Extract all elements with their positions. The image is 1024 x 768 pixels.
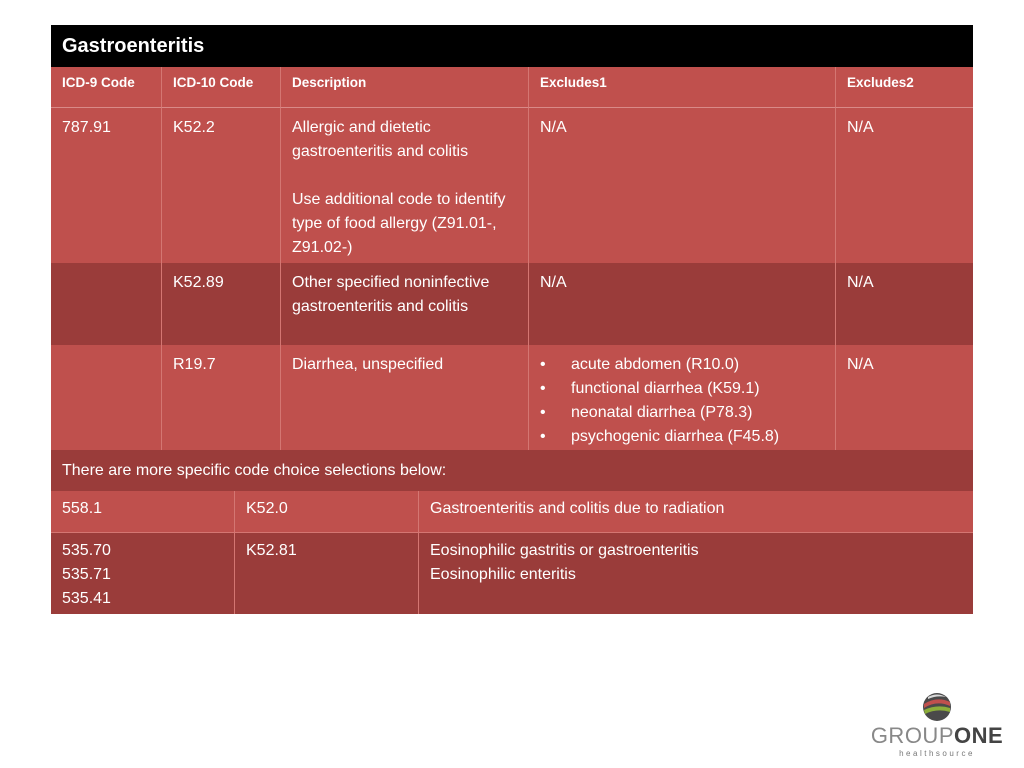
header-icd10: ICD-10 Code: [162, 67, 281, 108]
cell-icd10: K52.89: [162, 263, 281, 345]
note-text: There are more specific code choice selections below:: [62, 461, 447, 479]
cell-icd10: K52.81: [235, 533, 419, 614]
code-table: [51, 67, 973, 450]
cell-description: [281, 345, 529, 450]
cell-icd9: [51, 345, 162, 450]
description-line: Use additional code to identify type of food allergy (Z91.01-, Z91.02-): [292, 191, 506, 256]
logo-globe-icon: [922, 692, 952, 722]
table-title-text: Gastroenteritis: [62, 34, 205, 57]
cell-excludes1: N/A: [529, 108, 836, 263]
cell-description: [281, 263, 529, 345]
description-line: Allergic and dietetic gastroenteritis and colitis: [292, 119, 469, 160]
table-title: [51, 25, 973, 67]
description-line: Other specified noninfective gastroenteritis and colitis: [292, 274, 490, 315]
cell-icd9: 535.70 535.71 535.41: [51, 533, 235, 614]
cell-icd9: 787.91: [51, 108, 162, 263]
cell-excludes2: N/A: [836, 345, 973, 450]
list-item: • acute abdomen (R10.0): [540, 353, 825, 377]
bullet-icon: •: [540, 428, 546, 445]
list-item: • functional diarrhea (K59.1): [540, 377, 825, 401]
header-description: Description: [281, 67, 529, 108]
note-row: [51, 450, 973, 491]
cell-icd10: K52.2: [162, 108, 281, 263]
group-one-logo: [856, 690, 1018, 762]
bullet-icon: •: [540, 404, 546, 421]
list-item: • psychogenic diarrhea (F45.8): [540, 425, 825, 449]
list-item: • neonatal diarrhea (P78.3): [540, 401, 825, 425]
header-icd9: ICD-9 Code: [51, 67, 162, 108]
logo-tagline: healthsource: [899, 749, 975, 758]
cell-description: Gastroenteritis and colitis due to radiation: [419, 491, 973, 533]
cell-icd9: [51, 263, 162, 345]
cell-excludes2: N/A: [836, 108, 973, 263]
cell-excludes1: N/A: [529, 263, 836, 345]
cell-icd10: K52.0: [235, 491, 419, 533]
cell-icd9: 558.1: [51, 491, 235, 533]
bullet-icon: •: [540, 380, 546, 397]
header-excludes1: Excludes1: [529, 67, 836, 108]
excludes1-list: [540, 353, 825, 449]
header-excludes2: Excludes2: [836, 67, 973, 108]
specific-codes-table: [51, 491, 973, 614]
cell-description: Eosinophilic gastritis or gastroenteritis Eosinophilic enteritis: [419, 533, 973, 614]
bullet-icon: •: [540, 356, 546, 373]
cell-icd10: R19.7: [162, 345, 281, 450]
logo-wordmark: GROUPONE: [870, 723, 1004, 748]
description-line: Diarrhea, unspecified: [292, 356, 444, 373]
cell-excludes1: [529, 345, 836, 450]
cell-excludes2: N/A: [836, 263, 973, 345]
cell-description: [281, 108, 529, 263]
